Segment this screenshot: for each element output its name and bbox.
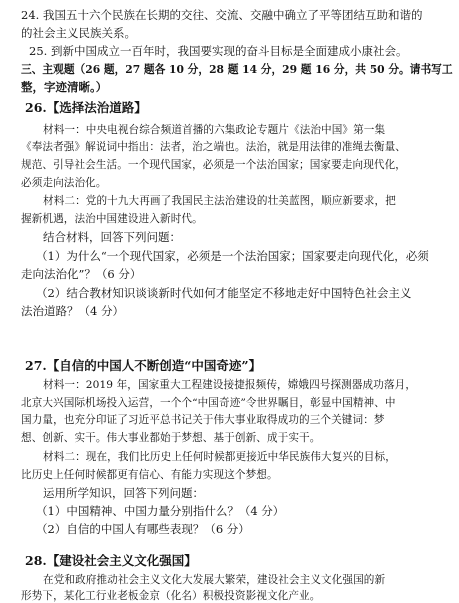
q26-prompt: 结合材料，回答下列问题：	[43, 230, 181, 244]
q27-sub-2: （2）自信的中国人有哪些表现？（6 分）	[36, 522, 250, 536]
q26-material-1-line: 规范、引导社会生活。一个现代国家，必须是一个法治国家；国家要走向现代化，	[21, 159, 406, 171]
question-26-title: 26.【选择法治道路】	[25, 100, 147, 115]
q26-material-2-line: 材料二：党的十九大再画了我国民主法治建设的壮美蓝图，顺应新要求，把	[43, 195, 396, 207]
q26-material-1-line: 《奉法者强》解说词中指出：法者，治之端也。法治，就是用法律的准绳去衡量、	[21, 141, 406, 153]
q27-material-2-line: 材料二：现在，我们比历史上任何时候都更接近中华民族伟大复兴的目标，	[43, 451, 396, 463]
q27-prompt: 运用所学知识，回答下列问题：	[43, 486, 204, 500]
q28-material-line: 在党和政府推动社会主义文化大发展大繁荣，建设社会主义文化强国的新	[43, 574, 386, 586]
q26-sub-1-line: （1）为什么“一个现代国家，必须是一个法治国家；国家要走向现代化，必须	[36, 249, 429, 263]
item-24-line-1: 24. 我国五十六个民族在长期的交往、交流、交融中确立了平等团结互助和谐的	[21, 8, 423, 22]
item-25: 25. 到新中国成立一百年时，我国要实现的奋斗目标是全面建成小康社会。	[29, 44, 408, 58]
question-28-title: 28.【建设社会主义文化强国】	[25, 553, 197, 568]
q26-material-1-line: 必须走向法治化。	[21, 177, 107, 189]
q27-material-1-line: 北京大兴国际机场投入运营，一个个“中国奇迹”令世界瞩目，彰显中国精神、中	[21, 397, 396, 409]
q27-sub-1: （1）中国精神、中国力量分别指什么？（4 分）	[36, 504, 285, 518]
q26-sub-2-line: 法治道路？（4 分）	[21, 304, 124, 318]
q27-material-1-line: 材料一：2019 年，国家重大工程建设接捷报频传，嫦娥四号探测器成功落月，	[43, 379, 417, 391]
q26-material-2-line: 握新机遇，法治中国建设进入新时代。	[21, 213, 203, 225]
q26-sub-1-line: 走向法治化”？（6 分）	[21, 267, 142, 281]
q28-material-line: 形势下，某化工行业老板金京（化名）积极投资影视文化产业。	[21, 590, 321, 602]
section-3-line-2: 整，字迹清晰。）	[21, 80, 108, 94]
q27-material-1-line: 国力量，也充分印证了习近平总书记关于伟大事业取得成功的三个关键词：梦	[21, 414, 385, 426]
item-24-line-2: 的社会主义民族关系。	[21, 26, 136, 40]
section-3-line-1: 三、主观题（26 题，27 题各 10 分，28 题 14 分，29 题 16 分，共 50 分。请书写工	[21, 62, 453, 76]
q26-material-1-line: 材料一：中央电视台综合频道首播的六集政论专题片《法治中国》第一集	[43, 124, 386, 136]
q27-material-2-line: 比历史上任何时候都更有信心、有能力实现这个梦想。	[21, 469, 278, 481]
q27-material-1-line: 想、创新、实干。伟大事业都始于梦想、基于创新、成于实干。	[21, 432, 321, 444]
q26-sub-2-line: （2）结合教材知识谈谈新时代如何才能坚定不移地走好中国特色社会主义	[36, 286, 412, 300]
question-27-title: 27.【自信的中国人不断创造“中国奇迹”】	[25, 358, 262, 373]
